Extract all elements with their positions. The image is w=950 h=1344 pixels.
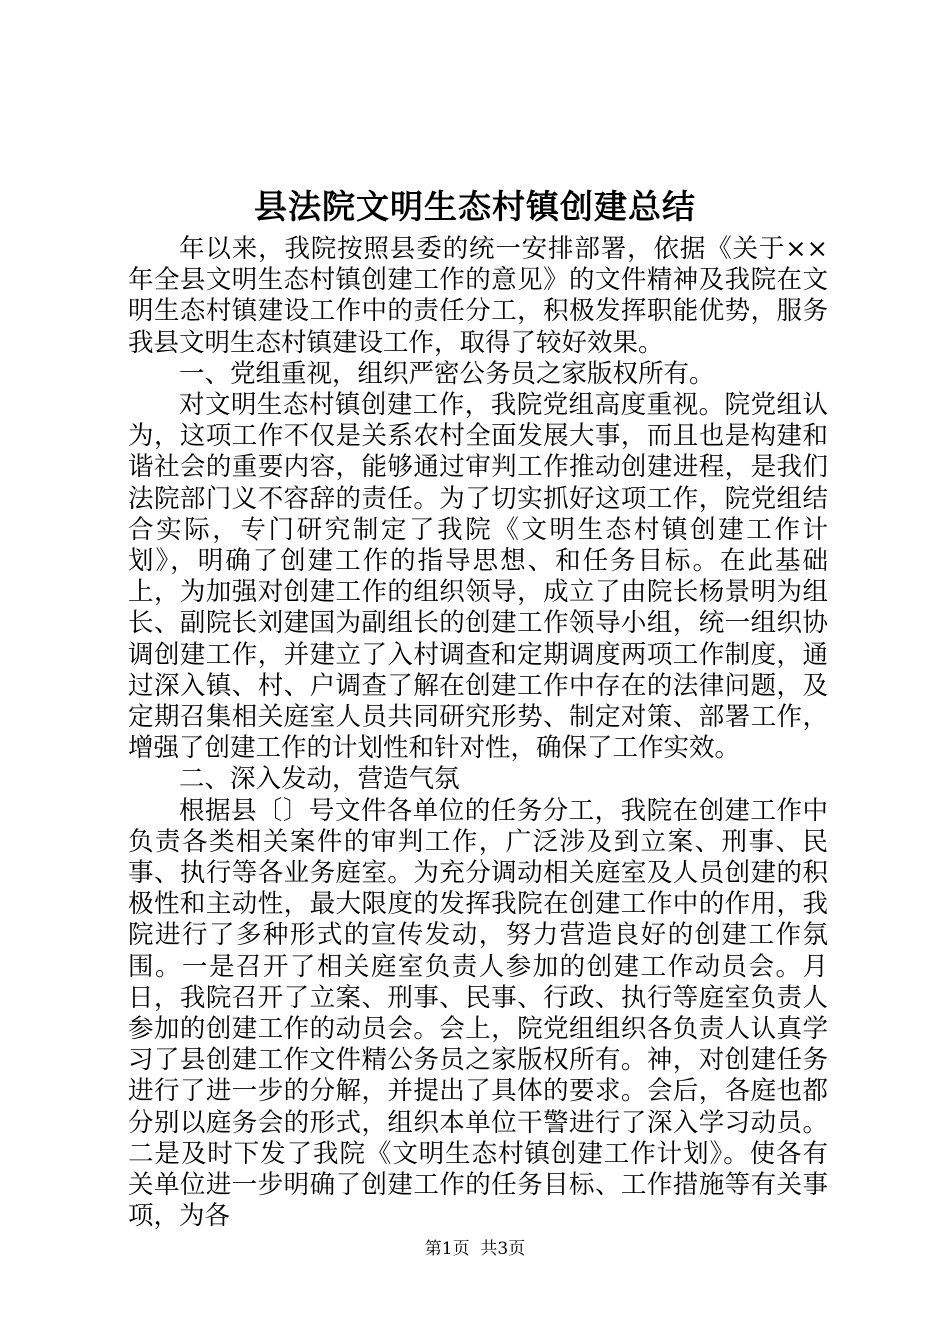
section-heading-1: 一、党组重视，组织严密公务员之家版权所有。	[179, 358, 715, 389]
paragraph-intro: 年以来，我院按照县委的统一安排部署，依据《关于××年全县文明生态村镇创建工作的意见》的文件精神及我院在文明生态村镇建设工作中的责任分工，积极发挥职能优势，服务我县文明生态村镇建设工作，取得了较好效果。	[128, 234, 828, 358]
section-heading-2: 二、深入发动，营造气氛	[179, 764, 460, 795]
page-footer	[0, 1238, 950, 1260]
paragraph-section-1: 对文明生态村镇创建工作，我院党组高度重视。院党组认为，这项工作不仅是关系农村全面发展大事，而且也是构建和谐社会的重要内容，能够通过审判工作推动创建进程，是我们法院部门义不容辞的责任。为了切实抓好这项工作，院党组结合实际，专门研究制定了我院《文明生态村镇创建工作计划》，明确了创建工作的指导思想、和任务目标。在此基础上，为加强对创建工作的组织领导，成立了由院长杨景明为组长、副院长刘建国为副组长的创建工作领导小组，统一组织协调创建工作，并建立了入村调查和定期调度两项工作制度，通过深入镇、村、户调查了解在创建工作中存在的法律问题，及定期召集相关庭室人员共同研究形势、制定对策、部署工作，增强了创建工作的计划性和针对性，确保了工作实效。	[128, 390, 828, 764]
document-body	[128, 234, 828, 1233]
paragraph-section-2: 根据县〔〕号文件各单位的任务分工，我院在创建工作中负责各类相关案件的审判工作，广泛涉及到立案、刑事、民事、执行等各业务庭室。为充分调动相关庭室及人员创建的积极性和主动性，最大限度的发挥我院在创建工作中的作用，我院进行了多种形式的宣传发动，努力营造良好的创建工作氛围。一是召开了相关庭室负责人参加的创建工作动员会。月日，我院召开了立案、刑事、民事、行政、执行等庭室负责人参加的创建工作的动员会。会上，院党组组织各负责人认真学习了县创建工作文件精公务员之家版权所有。神，对创建任务进行了进一步的分解，并提出了具体的要求。会后，各庭也都分别以庭务会的形式，组织本单位干警进行了深入学习动员。二是及时下发了我院《文明生态村镇创建工作计划》。使各有关单位进一步明确了创建工作的任务目标、工作措施等有关事项，为各	[128, 795, 828, 1232]
document-title: 县法院文明生态村镇创建总结	[254, 187, 696, 226]
page-number: 第1页 共3页	[424, 1239, 526, 1259]
